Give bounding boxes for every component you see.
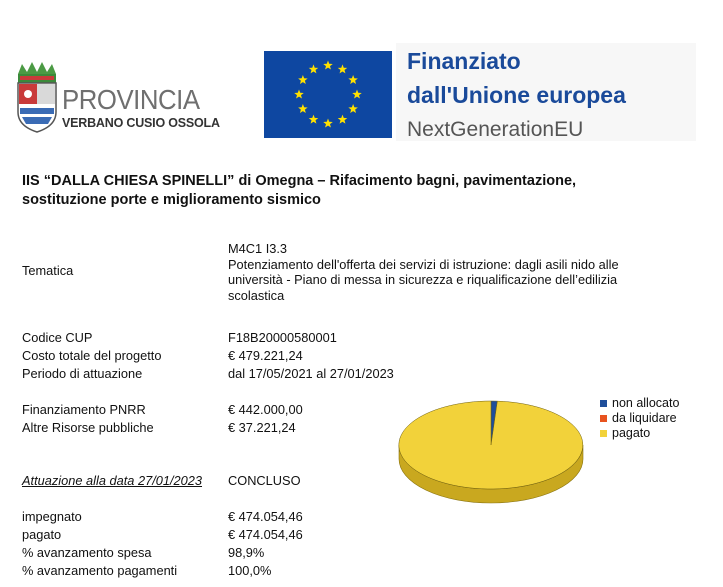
eu-star-icon xyxy=(323,61,333,70)
eu-star-icon xyxy=(348,104,358,113)
eu-star-icon xyxy=(348,75,358,84)
legend-item xyxy=(600,411,679,426)
tematica-code: M4C1 I3.3 xyxy=(228,241,288,256)
chart-legend xyxy=(600,396,679,441)
legend-label: da liquidare xyxy=(612,411,677,425)
legend-item xyxy=(600,396,679,411)
eu-flag-icon xyxy=(264,51,392,138)
tematica-value xyxy=(228,241,708,303)
funding-label: Finanziamento PNRR xyxy=(22,402,146,417)
pie-chart xyxy=(395,395,595,515)
tematica-label: Tematica xyxy=(22,263,74,278)
pie-slice-pagato xyxy=(399,401,583,489)
progress-value: € 474.054,46 xyxy=(228,509,303,524)
eu-star-icon xyxy=(338,64,348,73)
detail-label: Periodo di attuazione xyxy=(22,366,143,381)
detail-value: dal 17/05/2021 al 27/01/2023 xyxy=(228,366,394,381)
project-title xyxy=(22,172,702,210)
funding-value: € 442.000,00 xyxy=(228,402,303,417)
attuazione-label: Attuazione alla data 27/01/2023 xyxy=(22,473,203,488)
project-title-line1: IIS “DALLA CHIESA SPINELLI” di Omegna – Rifacimento bagni, pavimentazione, xyxy=(22,173,577,189)
progress-label: impegnato xyxy=(22,509,82,524)
detail-value: € 479.221,24 xyxy=(228,348,303,363)
progress-value: 100,0% xyxy=(228,563,272,578)
detail-value: F18B20000580001 xyxy=(228,330,337,345)
progress-value: 98,9% xyxy=(228,545,265,560)
eu-star-icon xyxy=(323,119,333,128)
tematica-line3: scolastica xyxy=(228,287,285,303)
funding-label: Altre Risorse pubbliche xyxy=(22,420,154,435)
legend-item xyxy=(600,426,679,441)
legend-swatch xyxy=(600,400,607,407)
eu-next-gen: NextGenerationEU xyxy=(407,118,584,141)
provincia-crown-icon xyxy=(18,62,56,83)
legend-swatch xyxy=(600,430,607,437)
tematica-line1: Potenziamento dell'offerta dei servizi di istruzione: dagli asili nido alle xyxy=(228,256,619,272)
legend-label: pagato xyxy=(612,426,651,440)
progress-label: % avanzamento pagamenti xyxy=(22,563,178,578)
project-title-line2: sostituzione porte e miglioramento sismico xyxy=(22,192,321,208)
funding-value: € 37.221,24 xyxy=(228,420,296,435)
progress-label: pagato xyxy=(22,527,62,542)
eu-star-icon xyxy=(338,115,348,124)
progress-label: % avanzamento spesa xyxy=(22,545,152,560)
provincia-subtitle: VERBANO CUSIO OSSOLA xyxy=(62,116,220,130)
attuazione-status: CONCLUSO xyxy=(228,473,301,488)
detail-label: Costo totale del progetto xyxy=(22,348,162,363)
eu-funded-line1: Finanziato xyxy=(407,48,521,74)
eu-star-icon xyxy=(352,90,362,99)
provincia-name: PROVINCIA xyxy=(62,84,200,115)
tematica-line2: università - Piano di messa in sicurezza e riqualificazione dell’edilizia xyxy=(228,272,618,287)
eu-star-icon xyxy=(294,90,304,99)
progress-value: € 474.054,46 xyxy=(228,527,303,542)
legend-label: non allocato xyxy=(612,396,680,410)
eu-funded-line2: dall'Unione europea xyxy=(407,82,626,108)
legend-swatch xyxy=(600,415,607,422)
eu-star-icon xyxy=(298,75,308,84)
provincia-shield-icon xyxy=(18,83,56,132)
eu-star-icon xyxy=(309,115,319,124)
detail-label: Codice CUP xyxy=(22,330,93,345)
eu-star-icon xyxy=(309,64,319,73)
eu-star-icon xyxy=(298,104,308,113)
